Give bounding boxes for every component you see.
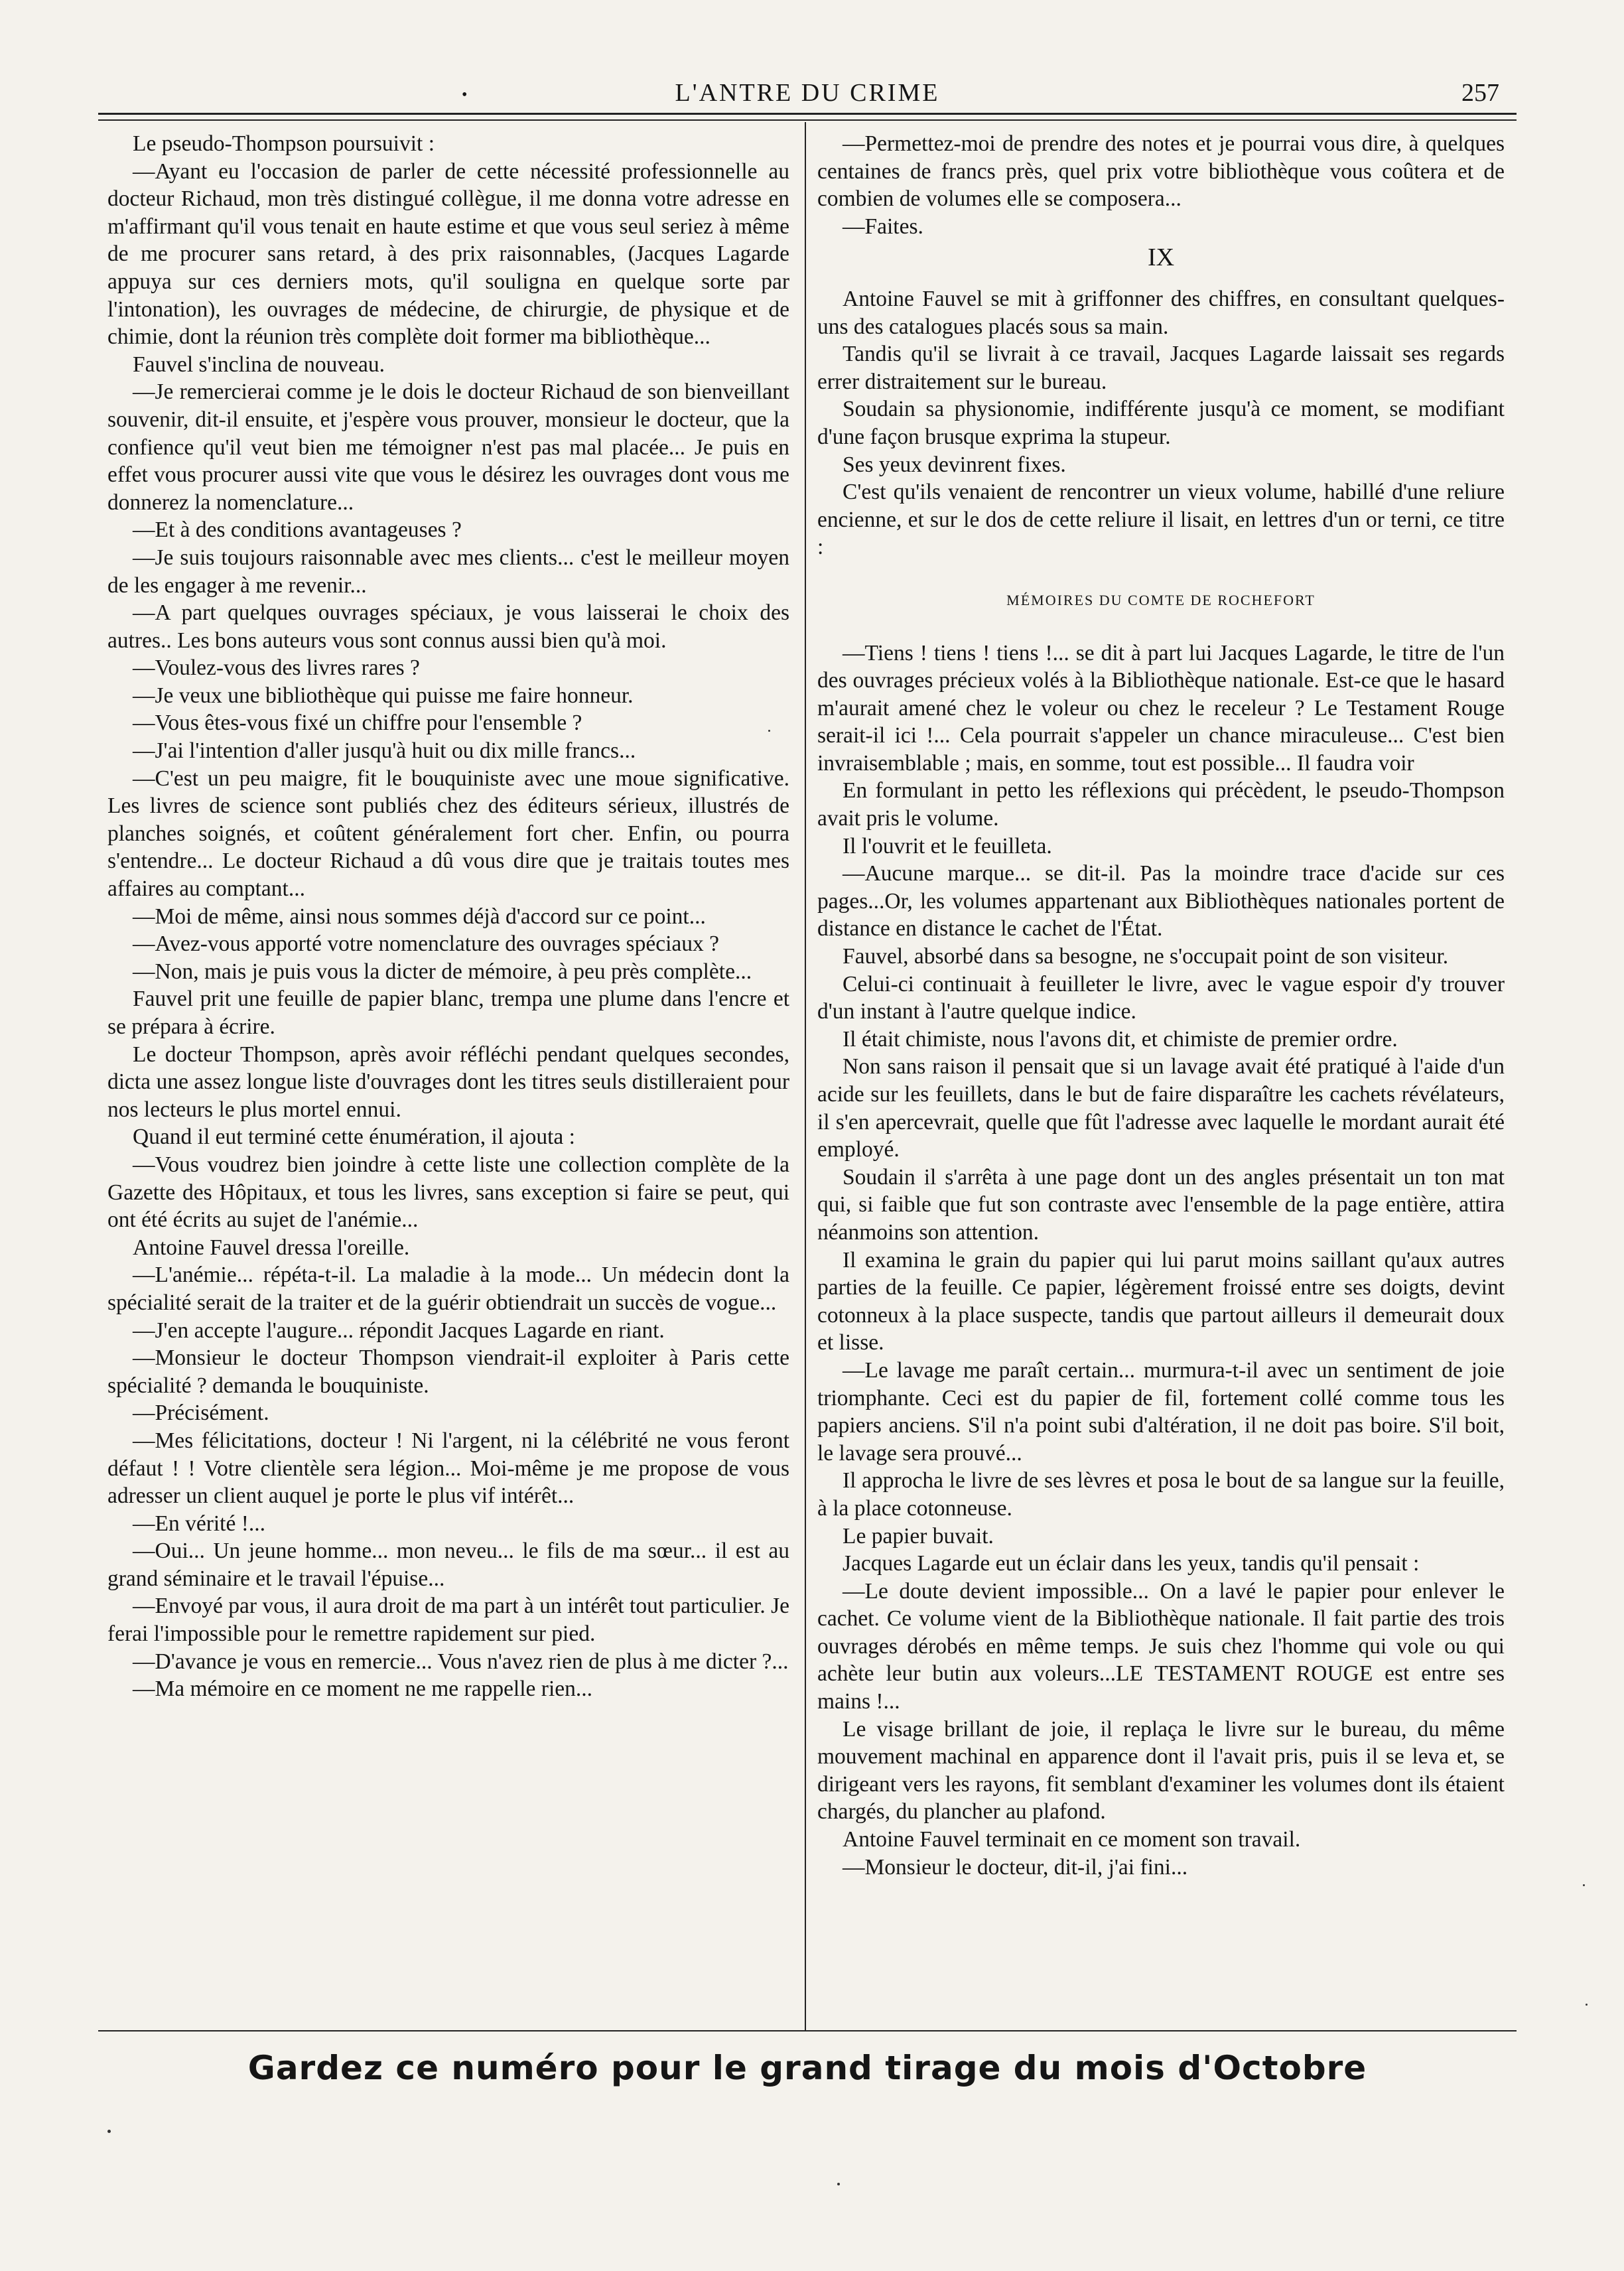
paragraph: —Vous êtes-vous fixé un chiffre pour l'ensemble ? xyxy=(133,711,582,736)
paragraph: —Oui... Un jeune homme... mon neveu... le fils de ma sœur... il est au grand séminaire et le travail l'épuise... xyxy=(107,1539,789,1591)
paragraph: —D'avance je vous en remercie... Vous n'avez rien de plus à me dicter ?... xyxy=(133,1649,789,1674)
paragraph: Il examina le grain du papier qui lui parut moins saillant qu'aux autres parties de la feuille. Ce papier, légèrement froissé entre ses doigts, devint cotonneux à la place suspecte, tandis que partout ailleurs il demeurait doux et lisse. xyxy=(817,1247,1505,1355)
footer-notice: Gardez ce numéro pour le grand tirage du mois d'Octobre xyxy=(247,2049,1367,2087)
paragraph: —Envoyé par vous, il aura droit de ma part à un intérêt tout particulier. Je ferai l'impossible pour le remettre rapidement sur pied. xyxy=(107,1594,789,1647)
paragraph: —Je veux une bibliothèque qui puisse me faire honneur. xyxy=(133,683,634,708)
paragraph: Ses yeux devinrent fixes. xyxy=(843,452,1066,477)
paragraph: C'est qu'ils venaient de rencontrer un vieux volume, habillé d'une reliure encienne, et sur le dos de cette reliure il lisait, en lettres d'un or terni, ce titre : xyxy=(817,480,1505,560)
paragraph: Jacques Lagarde eut un éclair dans les yeux, tandis qu'il pensait : xyxy=(843,1551,1420,1576)
paragraph: Fauvel s'inclina de nouveau. xyxy=(133,352,385,377)
right-column xyxy=(817,130,1505,1881)
paragraph: —Je suis toujours raisonnable avec mes clients... c'est le meilleur moyen de les engager à me revenir... xyxy=(107,545,789,598)
left-column xyxy=(107,130,789,1703)
paragraph: —Tiens ! tiens ! tiens !... se dit à part lui Jacques Lagarde, le titre de l'un des ouvrages précieux volés à la Bibliothèque nationale. Est-ce que le hasard m'aurait amené chez le voleur ou chez le receleur ? Le Testament Rouge serait-il ici !... Cela pourrait s'appeler un chance miraculeuse... C'est bien invraisemblable ; mais, en somme, tout est possible... Il faudra voir xyxy=(817,640,1505,776)
header-mark: • xyxy=(462,86,468,103)
book-title: MÉMOIRES DU COMTE DE ROCHEFORT xyxy=(1006,591,1316,608)
header-rule-bottom xyxy=(98,119,1517,121)
paragraph: Le pseudo-Thompson poursuivit : xyxy=(133,131,435,156)
paragraph: Il était chimiste, nous l'avons dit, et chimiste de premier ordre. xyxy=(843,1026,1398,1052)
paragraph: —C'est un peu maigre, fit le bouquiniste avec une moue significative. Les livres de science sont publiés chez des éditeurs sérieux, illustrés de planches soignés, et coûtent généralement fort cher. Enfin, ou pourra s'entendre... Le docteur Richaud a dû vous dire que je traitais toutes mes affaires au comptant... xyxy=(107,766,789,902)
paragraph: —Voulez-vous des livres rares ? xyxy=(133,655,420,681)
paragraph: Il approcha le livre de ses lèvres et posa le bout de sa langue sur la feuille, à la place cotonneuse. xyxy=(817,1468,1505,1521)
right-column-mid xyxy=(817,285,1505,561)
paragraph: —Je remercierai comme je le dois le docteur Richaud de son bienveillant souvenir, dit-il ensuite, et j'espère vous prouver, monsieur le docteur, que la confience qu'il veut bien me témoigner n'est pas mal placée... Je puis en effet vous procurer aussi vite que vous le désirez les ouvrages dont vous me donnerez la nomenclature... xyxy=(107,379,789,515)
footer-rule xyxy=(98,2030,1517,2031)
paragraph: —Vous voudrez bien joindre à cette liste une collection complète de la Gazette des Hôpitaux, et tous les livres, sans exception si faire se peut, qui ont été écrits au sujet de l'anémie... xyxy=(107,1152,789,1233)
paragraph: Non sans raison il pensait que si un lavage avait été pratiqué à l'aide d'un acide sur les feuillets, dans le but de faire disparaître les cachets révélateurs, il s'en apercevrait, quelle que fût l'adresse avec laquelle le mordant aurait été employé. xyxy=(817,1054,1505,1162)
paragraph: En formulant in petto les réflexions qui précèdent, le pseudo-Thompson avait pris le volume. xyxy=(817,778,1505,831)
paragraph: Le visage brillant de joie, il replaça le livre sur le bureau, du même mouvement machinal en apparence dont il l'avait pris, puis il se leva et, se dirigeant vers les rayons, fit semblant d'examiner les volumes dont ils étaient chargés, du plancher au plafond. xyxy=(817,1716,1505,1824)
paragraph: —Avez-vous apporté votre nomenclature des ouvrages spéciaux ? xyxy=(133,931,720,957)
paragraph: —L'anémie... répéta-t-il. La maladie à la mode... Un médecin dont la spécialité serait de la traiter et de la guérir obtiendrait un succès de vogue... xyxy=(107,1263,789,1315)
paragraph: —Le lavage me paraît certain... murmura-t-il avec un sentiment de joie triomphante. Ceci est du papier de fil, fortement collé comme tous les papiers anciens. S'il n'a point subi d'altération, il ne doit pas boire. S'il boit, le lavage sera prouvé... xyxy=(817,1357,1505,1466)
column-divider xyxy=(805,122,806,2030)
paragraph: Fauvel prit une feuille de papier blanc, trempa une plume dans l'encre et se prépara à écrire. xyxy=(107,987,789,1039)
paragraph: —Moi de même, ainsi nous sommes déjà d'accord sur ce point... xyxy=(133,904,706,929)
paragraph: —Permettez-moi de prendre des notes et je pourrai vous dire, à quelques centaines de francs près, quel prix votre bibliothèque vous coûtera et de combien de volumes elle se composera... xyxy=(817,131,1505,212)
paragraph: —Monsieur le docteur Thompson viendrait-il exploiter à Paris cette spécialité ? demanda le bouquiniste. xyxy=(107,1345,789,1398)
paragraph: —J'en accepte l'augure... répondit Jacques Lagarde en riant. xyxy=(133,1318,665,1343)
paragraph: —Monsieur le docteur, dit-il, j'ai fini... xyxy=(843,1854,1188,1880)
running-title: L'ANTRE DU CRIME xyxy=(675,79,940,107)
paragraph: Antoine Fauvel dressa l'oreille. xyxy=(133,1235,410,1260)
paragraph: —Ma mémoire en ce moment ne me rappelle rien... xyxy=(133,1677,592,1702)
section-number: IX xyxy=(1147,243,1175,272)
right-column-intro xyxy=(817,130,1505,240)
paragraph: Le papier buvait. xyxy=(843,1523,994,1548)
paragraph: —En vérité !... xyxy=(133,1511,266,1536)
paragraph: —J'ai l'intention d'aller jusqu'à huit ou dix mille francs... xyxy=(133,738,636,764)
paragraph: —A part quelques ouvrages spéciaux, je vous laisserai le choix des autres.. Les bons auteurs vous sont connus aussi bien qu'à moi. xyxy=(107,600,789,653)
paragraph: Fauvel, absorbé dans sa besogne, ne s'occupait point de son visiteur. xyxy=(843,944,1449,969)
paragraph: Quand il eut terminé cette énumération, il ajouta : xyxy=(133,1125,575,1150)
paragraph: —Et à des conditions avantageuses ? xyxy=(133,517,462,543)
paragraph: Il l'ouvrit et le feuilleta. xyxy=(843,833,1052,859)
paragraph: —Faites. xyxy=(843,214,923,239)
paragraph: —Mes félicitations, docteur ! Ni l'argent, ni la célébrité ne vous feront défaut ! ! Votre clientèle sera légion... Moi-même je me propose de vous adresser un client auquel je porte le plus vif intérêt... xyxy=(107,1428,789,1509)
paragraph: Soudain il s'arrêta à une page dont un des angles présentait un ton mat qui, si faible que fut son contraste avec l'ensemble de la page entière, attira néanmoins son attention. xyxy=(817,1164,1505,1245)
paragraph: Soudain sa physionomie, indifférente jusqu'à ce moment, se modifiant d'une façon brusque exprima la stupeur. xyxy=(817,397,1505,449)
running-header xyxy=(98,78,1517,109)
paragraph: Antoine Fauvel terminait en ce moment son travail. xyxy=(843,1827,1301,1852)
paragraph: Le docteur Thompson, après avoir réfléchi pendant quelques secondes, dicta une assez longue liste d'ouvrages dont les titres seuls distilleraient pour nos lecteurs le plus mortel ennui. xyxy=(107,1042,789,1122)
right-column-rest xyxy=(817,640,1505,1882)
paragraph: Celui-ci continuait à feuilleter le livre, avec le vague espoir d'y trouver d'un instant à l'autre quelque indice. xyxy=(817,971,1505,1024)
paragraph: Tandis qu'il se livrait à ce travail, Jacques Lagarde laissait ses regards errer distraitement sur le bureau. xyxy=(817,342,1505,394)
paragraph: Antoine Fauvel se mit à griffonner des chiffres, en consultant quelques-uns des catalogues placés sous sa main. xyxy=(817,286,1505,339)
paragraph: —Aucune marque... se dit-il. Pas la moindre trace d'acide sur ces pages...Or, les volumes appartenant aux Bibliothèques nationales portent de distance en distance le cachet de l'État. xyxy=(817,861,1505,941)
header-rule-top xyxy=(98,113,1517,115)
paragraph: —Le doute devient impossible... On a lavé le papier pour enlever le cachet. Ce volume vient de la Bibliothèque nationale. Il fait partie des trois ouvrages dérobés en même temps. Je suis chez l'homme qui vole ou qui achète leur butin aux voleurs...LE TESTAMENT ROUGE est entre ses mains !... xyxy=(817,1578,1505,1714)
paragraph: —Non, mais je puis vous la dicter de mémoire, à peu près complète... xyxy=(133,959,752,984)
paragraph: —Précisément. xyxy=(133,1401,269,1426)
paragraph: —Ayant eu l'occasion de parler de cette nécessité professionnelle au docteur Richaud, mon très distingué collègue, il me donna votre adresse en m'affirmant qu'il vous tenait en haute estime et que vous seul seriez à même de me procurer sans retard, à des prix raisonnables, (Jacques Lagarde appuya sur ces derniers mots, qu'il souligna en quelque sorte par l'intonation), les ouvrages de médecine, de chirurgie, de physique et de chimie, dont la réunion très complète doit former ma bibliothèque... xyxy=(107,159,789,350)
page-number: 257 xyxy=(1461,79,1499,107)
